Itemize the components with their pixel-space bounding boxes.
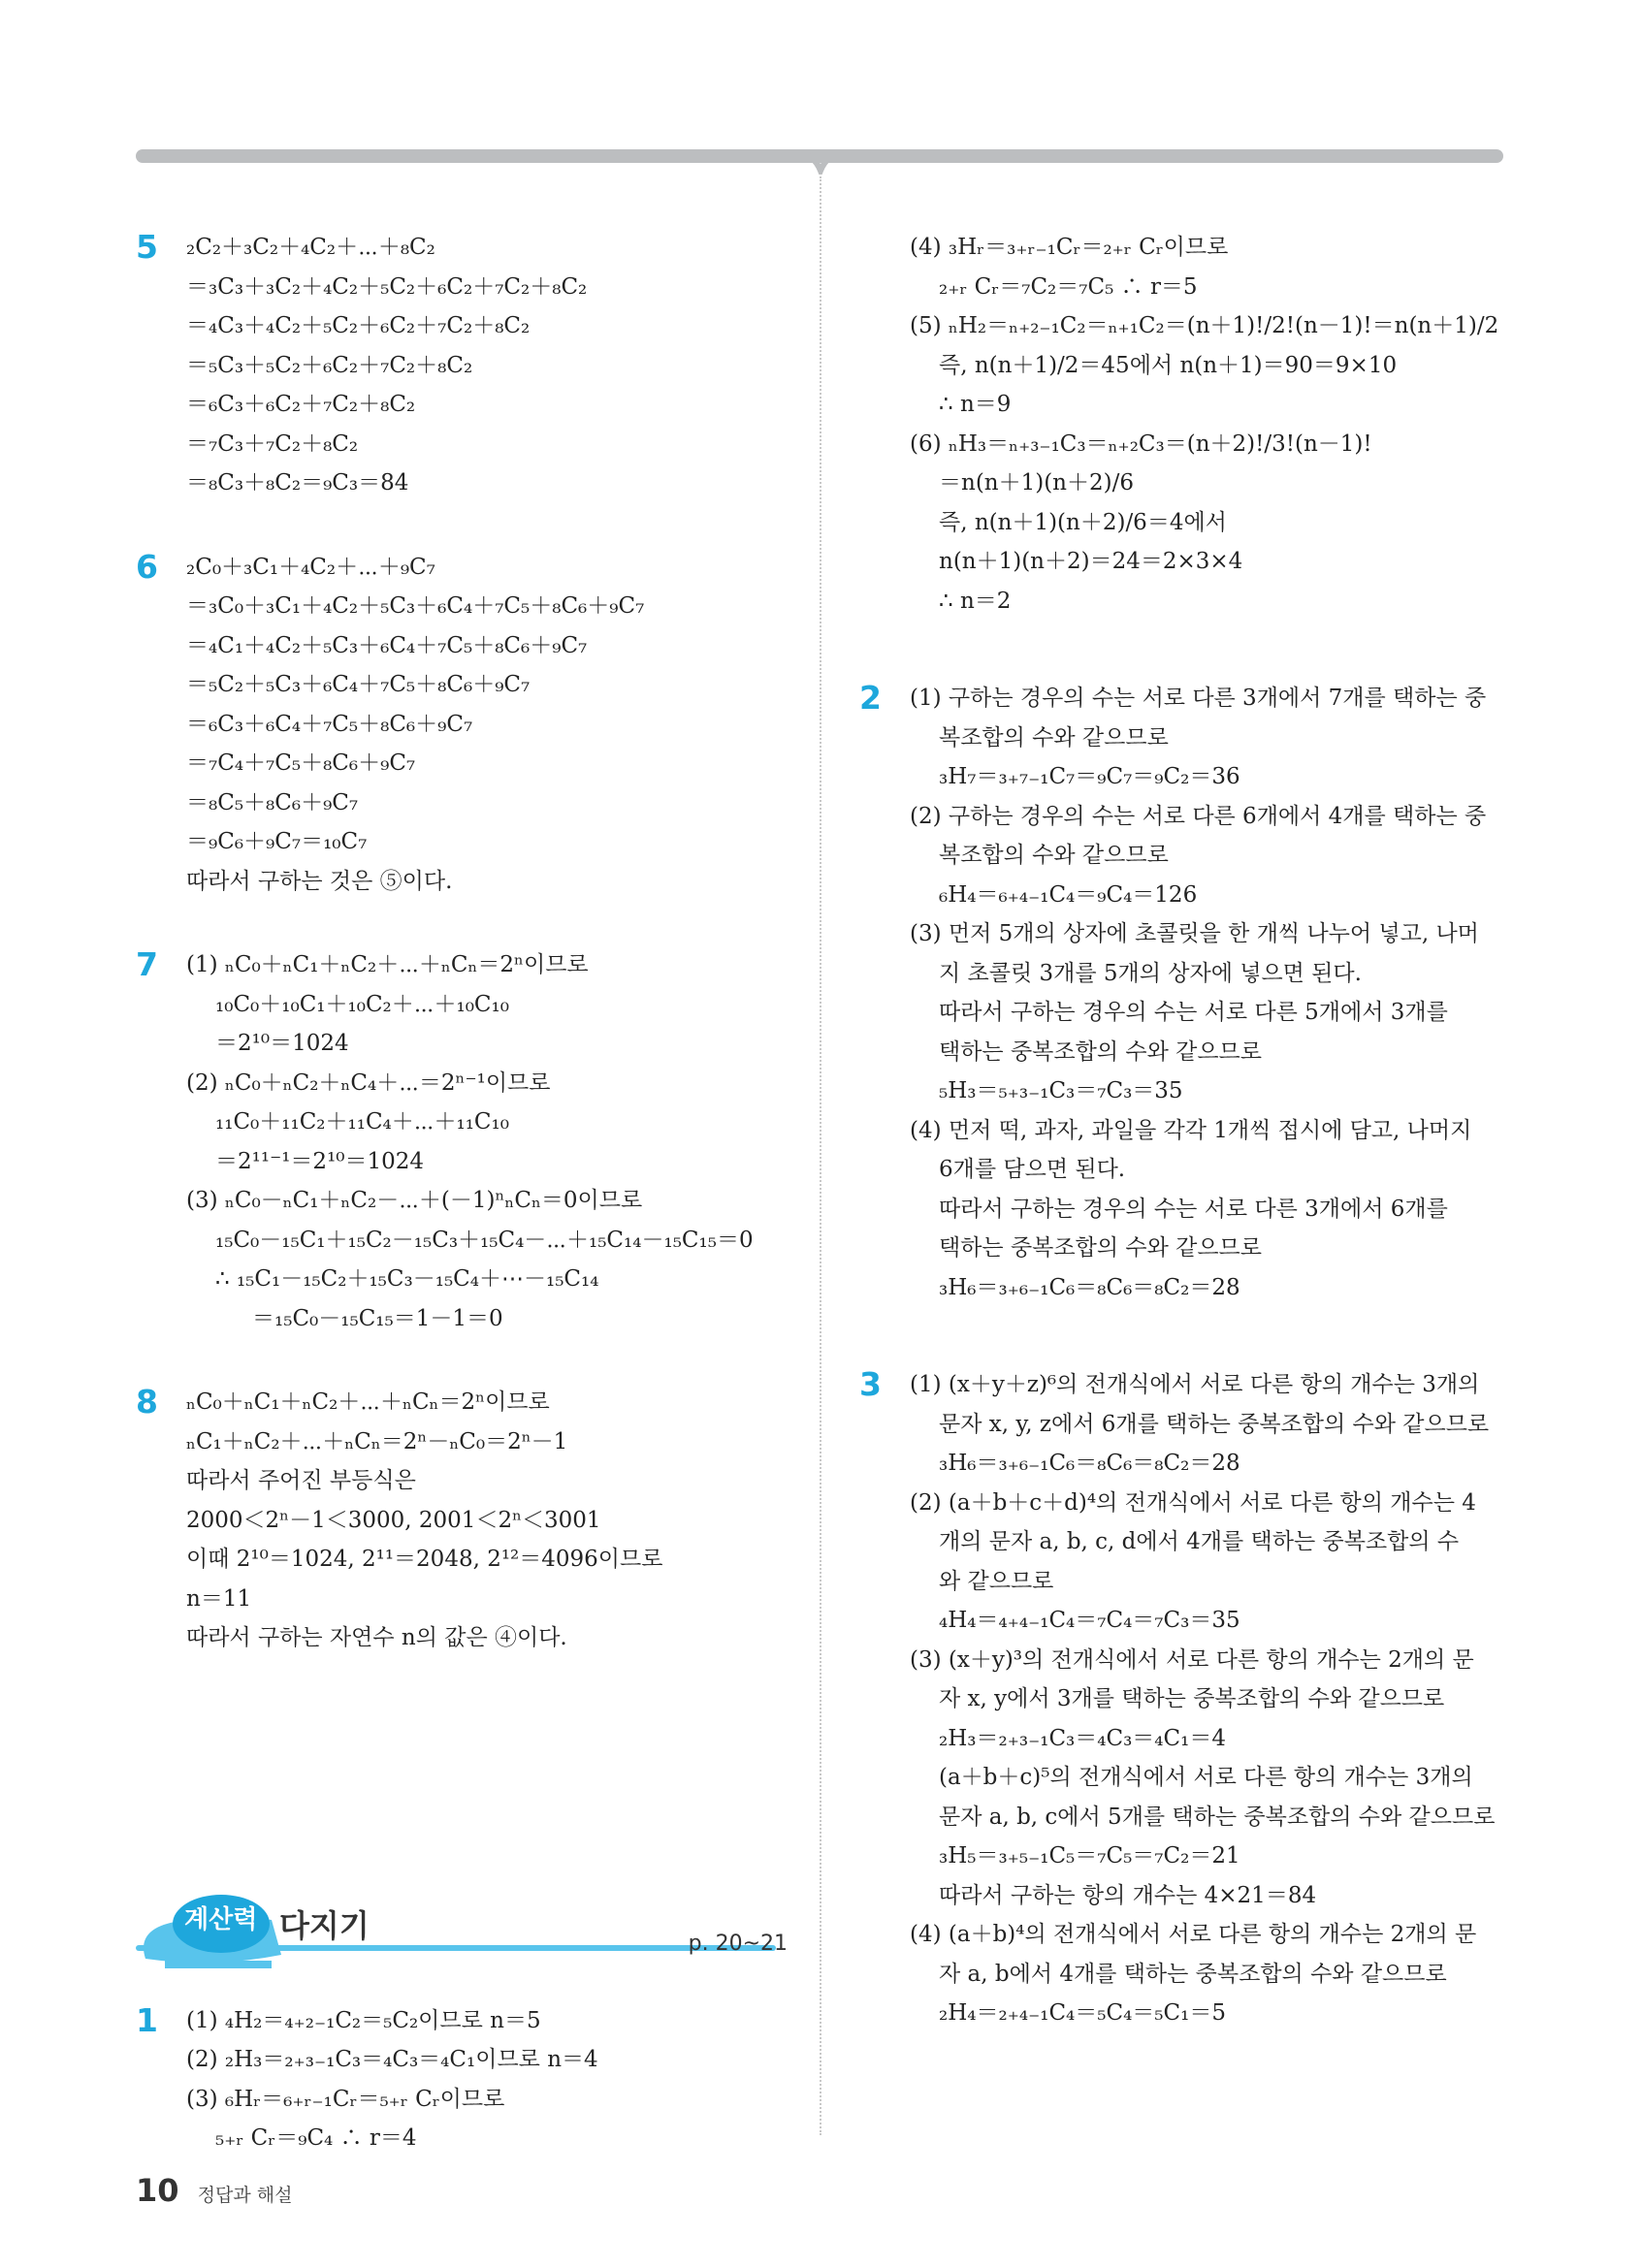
- page-number: 10: [136, 2172, 179, 2209]
- section-problem-3: [859, 1365, 1503, 2033]
- problem-7: [136, 945, 795, 1338]
- conclusion-line: 따라서 구하는 항의 개수는 4×21＝84: [939, 1882, 1317, 1908]
- math-line: ₂H₄＝₂₊₄₋₁C₄＝₅C₄＝₅C₁＝5: [939, 2000, 1226, 2026]
- problem-number: 5: [136, 228, 158, 266]
- text-line: 따라서 구하는 경우의 수는 서로 다른 3개에서 6개를: [939, 1196, 1448, 1222]
- subpart-line: (1) ₄H₂＝₄₊₂₋₁C₂＝₅C₂이므로 n＝5: [186, 2007, 541, 2033]
- text-line: 개의 문자 a, b, c, d에서 4개를 택하는 중복조합의 수: [939, 1529, 1460, 1554]
- subpart-line: (1) ₙC₀＋ₙC₁＋ₙC₂＋⋯＋ₙCₙ＝2ⁿ이므로: [186, 952, 589, 977]
- math-line: ＝n(n＋1)(n＋2)/6: [939, 470, 1134, 495]
- math-line: ＝₈C₅＋₈C₆＋₉C₇: [186, 789, 359, 815]
- subpart-line: (4) 먼저 떡, 과자, 과일을 각각 1개씩 접시에 담고, 나머지: [910, 1117, 1472, 1143]
- math-line: ₂C₀＋₃C₁＋₄C₂＋⋯＋₉C₇: [186, 554, 435, 580]
- text-line: 택하는 중복조합의 수와 같으므로: [939, 1038, 1262, 1065]
- math-line: ₆H₄＝₆₊₄₋₁C₄＝₉C₄＝126: [939, 881, 1198, 908]
- math-line: ₁₅C₀－₁₅C₁＋₁₅C₂－₁₅C₃＋₁₅C₄－⋯＋₁₅C₁₄－₁₅C₁₅＝0: [215, 1227, 754, 1253]
- math-line: ₃H₇＝₃₊₇₋₁C₇＝₉C₇＝₉C₂＝36: [939, 764, 1240, 789]
- math-line: ＝₉C₆＋₉C₇＝₁₀C₇: [186, 829, 368, 854]
- math-line: ＝₇C₄＋₇C₅＋₈C₆＋₉C₇: [186, 751, 416, 776]
- top-divider-notch: [793, 145, 848, 175]
- math-line: ₁₀C₀＋₁₀C₁＋₁₀C₂＋⋯＋₁₀C₁₀: [215, 991, 509, 1017]
- subpart-line: (4) (a＋b)⁴의 전개식에서 서로 다른 항의 개수는 2개의 문: [910, 1922, 1477, 1947]
- math-line: ＝₈C₃＋₈C₂＝₉C₃＝84: [186, 470, 409, 495]
- page-reference: p. 20~21: [688, 1931, 788, 1956]
- math-line: ＝₄C₁＋₄C₂＋₅C₃＋₆C₄＋₇C₅＋₈C₆＋₉C₇: [186, 632, 588, 658]
- subpart-line: (1) 구하는 경우의 수는 서로 다른 3개에서 7개를 택하는 중: [910, 686, 1487, 711]
- math-line: ＝₃C₃＋₃C₂＋₄C₂＋₅C₂＋₆C₂＋₇C₂＋₈C₂: [186, 273, 588, 300]
- problem-number: 2: [859, 679, 882, 717]
- math-line: ₂₊ᵣ Cᵣ＝₇C₂＝₇C₅ ∴ r＝5: [939, 273, 1198, 300]
- math-line: 2000＜2ⁿ－1＜3000, 2001＜2ⁿ＜3001: [186, 1507, 601, 1533]
- math-line: 즉, n(n＋1)/2＝45에서 n(n＋1)＝90＝9×10: [939, 352, 1398, 378]
- math-line: ∴ n＝2: [939, 588, 1012, 614]
- text-line: 복조합의 수와 같으므로: [939, 843, 1169, 868]
- text-line: 와 같으므로: [939, 1568, 1054, 1594]
- section-banner: [136, 1891, 795, 1988]
- problem-8: [136, 1383, 795, 1658]
- subpart-line: (3) ₆Hᵣ＝₆₊ᵣ₋₁Cᵣ＝₅₊ᵣ Cᵣ이므로: [186, 2086, 505, 2112]
- math-line: ＝₄C₃＋₄C₂＋₅C₂＋₆C₂＋₇C₂＋₈C₂: [186, 313, 531, 338]
- text-line: 문자 a, b, c에서 5개를 택하는 중복조합의 수와 같으므로: [939, 1804, 1496, 1830]
- text-line: 따라서 구하는 경우의 수는 서로 다른 5개에서 3개를: [939, 1000, 1448, 1025]
- subpart-line: (4) ₃Hᵣ＝₃₊ᵣ₋₁Cᵣ＝₂₊ᵣ Cᵣ이므로: [910, 235, 1229, 260]
- math-line: ₃H₆＝₃₊₆₋₁C₆＝₈C₆＝₈C₂＝28: [939, 1451, 1240, 1476]
- text-line: 복조합의 수와 같으므로: [939, 724, 1169, 751]
- subpart-line: (2) ₙC₀＋ₙC₂＋ₙC₄＋⋯＝2ⁿ⁻¹이므로: [186, 1070, 551, 1096]
- math-line: ∴ n＝9: [939, 392, 1012, 417]
- math-line: ₙC₀＋ₙC₁＋ₙC₂＋⋯＋ₙCₙ＝2ⁿ이므로: [186, 1390, 550, 1415]
- math-line: ＝₅C₃＋₅C₂＋₆C₂＋₇C₂＋₈C₂: [186, 352, 473, 378]
- math-line: ₃H₆＝₃₊₆₋₁C₆＝₈C₆＝₈C₂＝28: [939, 1274, 1240, 1300]
- math-line: n＝11: [186, 1585, 252, 1612]
- section-title: 다지기: [279, 1906, 370, 1944]
- page-footer: [136, 2172, 292, 2209]
- problem-number: 1: [136, 2000, 158, 2039]
- math-line: ＝₆C₃＋₆C₂＋₇C₂＋₈C₂: [186, 392, 416, 417]
- math-line: ∴ ₁₅C₁－₁₅C₂＋₁₅C₃－₁₅C₄＋⋯－₁₅C₁₄: [215, 1266, 599, 1292]
- problem-number: 3: [859, 1365, 882, 1403]
- math-line: ₃H₅＝₃₊₅₋₁C₅＝₇C₅＝₇C₂＝21: [939, 1843, 1240, 1869]
- subpart-line: (1) (x＋y＋z)⁶의 전개식에서 서로 다른 항의 개수는 3개의: [910, 1372, 1480, 1397]
- text-line: 자 x, y에서 3개를 택하는 중복조합의 수와 같으므로: [939, 1686, 1445, 1711]
- text-line: 문자 x, y, z에서 6개를 택하는 중복조합의 수와 같으므로: [939, 1411, 1490, 1437]
- subpart-line: (2) 구하는 경우의 수는 서로 다른 6개에서 4개를 택하는 중: [910, 803, 1487, 829]
- text-line: (a＋b＋c)⁵의 전개식에서 서로 다른 항의 개수는 3개의: [939, 1765, 1473, 1790]
- section-problem-1-continued: [859, 228, 1503, 621]
- section-problem-1: [136, 2001, 795, 2158]
- text-line: 지 초콜릿 3개를 5개의 상자에 넣으면 된다.: [939, 960, 1362, 986]
- math-line: ₙC₁＋ₙC₂＋⋯＋ₙCₙ＝2ⁿ－ₙC₀＝2ⁿ－1: [186, 1428, 568, 1454]
- left-column: [136, 228, 795, 2203]
- subpart-line: (3) (x＋y)³의 전개식에서 서로 다른 항의 개수는 2개의 문: [910, 1646, 1474, 1673]
- text-line: 따라서 주어진 부등식은: [186, 1468, 416, 1493]
- subpart-line: (3) ₙC₀－ₙC₁＋ₙC₂－⋯＋(－1)ⁿₙCₙ＝0이므로: [186, 1188, 643, 1213]
- math-line: n(n＋1)(n＋2)＝24＝2×3×4: [939, 549, 1243, 574]
- footer-label: 정답과 해설: [197, 2185, 293, 2206]
- subpart-line: (2) (a＋b＋c＋d)⁴의 전개식에서 서로 다른 항의 개수는 4: [910, 1489, 1476, 1516]
- conclusion-line: 따라서 구하는 자연수 n의 값은 ④이다.: [186, 1625, 567, 1650]
- math-line: ＝₁₅C₀－₁₅C₁₅＝1－1＝0: [252, 1305, 503, 1331]
- math-line: ＝₇C₃＋₇C₂＋₈C₂: [186, 431, 359, 457]
- text-line: 6개를 담으면 된다.: [939, 1157, 1126, 1182]
- problem-number: 7: [136, 945, 158, 983]
- problem-6: [136, 548, 795, 902]
- math-line: ₂H₃＝₂₊₃₋₁C₃＝₄C₃＝₄C₁＝4: [939, 1725, 1226, 1751]
- section-problem-2: [859, 679, 1503, 1307]
- problem-number: 6: [136, 547, 158, 586]
- math-line: ₅H₃＝₅₊₃₋₁C₃＝₇C₃＝35: [939, 1078, 1183, 1103]
- math-line: ＝₆C₃＋₆C₄＋₇C₅＋₈C₆＋₉C₇: [186, 711, 473, 737]
- math-line: ₂C₂＋₃C₂＋₄C₂＋⋯＋₈C₂: [186, 235, 435, 260]
- math-line: ＝₃C₀＋₃C₁＋₄C₂＋₅C₃＋₆C₄＋₇C₅＋₈C₆＋₉C₇: [186, 593, 645, 619]
- section-badge: 계산력: [184, 1904, 258, 1934]
- text-line: 자 a, b에서 4개를 택하는 중복조합의 수와 같으므로: [939, 1961, 1447, 1987]
- column-divider: [820, 176, 821, 2135]
- math-line: ＝2¹¹⁻¹＝2¹⁰＝1024: [215, 1148, 425, 1174]
- math-line: 즉, n(n＋1)(n＋2)/6＝4에서: [939, 509, 1227, 535]
- problem-5: [136, 228, 795, 503]
- math-line: ＝₅C₂＋₅C₃＋₆C₄＋₇C₅＋₈C₆＋₉C₇: [186, 672, 531, 697]
- right-column: [859, 228, 1503, 2078]
- math-line: ₁₁C₀＋₁₁C₂＋₁₁C₄＋⋯＋₁₁C₁₀: [215, 1109, 509, 1134]
- text-line: 택하는 중복조합의 수와 같으므로: [939, 1235, 1262, 1261]
- subpart-line: (5) ₙH₂＝ₙ₊₂₋₁C₂＝ₙ₊₁C₂＝(n＋1)!/2!(n－1)!＝n(n＋1)/2: [910, 313, 1499, 338]
- problem-number: 8: [136, 1383, 158, 1421]
- math-line: ₄H₄＝₄₊₄₋₁C₄＝₇C₄＝₇C₃＝35: [939, 1608, 1240, 1633]
- math-line: 이때 2¹⁰＝1024, 2¹¹＝2048, 2¹²＝4096이므로: [186, 1547, 663, 1572]
- math-line: ＝2¹⁰＝1024: [215, 1031, 349, 1056]
- conclusion-line: 따라서 구하는 것은 ⑤이다.: [186, 868, 453, 894]
- subpart-line: (6) ₙH₃＝ₙ₊₃₋₁C₃＝ₙ₊₂C₃＝(n＋2)!/3!(n－1)!: [910, 431, 1372, 457]
- subpart-line: (2) ₂H₃＝₂₊₃₋₁C₃＝₄C₃＝₄C₁이므로 n＝4: [186, 2047, 598, 2072]
- math-line: ₅₊ᵣ Cᵣ＝₉C₄ ∴ r＝4: [215, 2125, 417, 2151]
- subpart-line: (3) 먼저 5개의 상자에 초콜릿을 한 개씩 나누어 넣고, 나머: [910, 921, 1479, 946]
